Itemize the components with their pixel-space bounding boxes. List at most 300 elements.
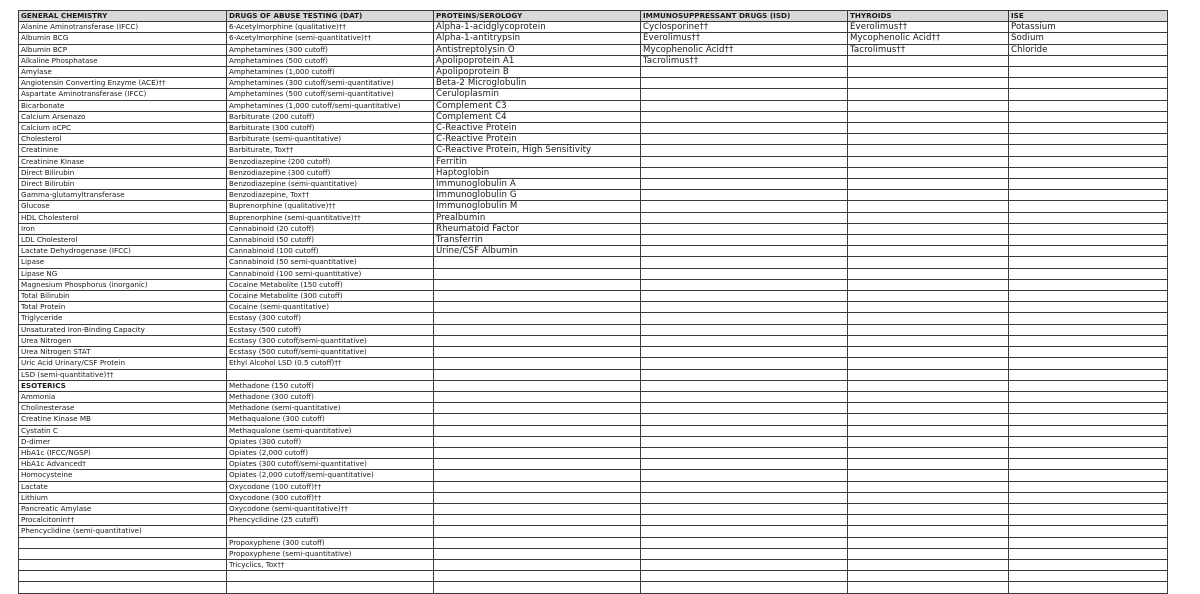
table-row <box>19 503 1168 514</box>
table-cell <box>848 347 1009 358</box>
table-cell <box>848 123 1009 134</box>
table-cell <box>434 459 641 470</box>
table-cell <box>848 100 1009 111</box>
table-cell <box>641 89 848 100</box>
table-row <box>19 403 1168 414</box>
table-cell: Amphetamines (300 cutoff) <box>227 44 434 55</box>
table-row <box>19 67 1168 78</box>
table-cell <box>848 515 1009 526</box>
table-cell <box>1009 559 1168 570</box>
table-cell: Chloride <box>1009 44 1168 55</box>
table-cell <box>848 313 1009 324</box>
table-cell: Barbiturate (300 cutoff) <box>227 123 434 134</box>
table-cell <box>434 559 641 570</box>
table-cell: Alkaline Phosphatase <box>19 55 227 66</box>
table-cell: Tacrolimus†† <box>848 44 1009 55</box>
table-cell: Creatinine Kinase <box>19 156 227 167</box>
table-cell: Lactate <box>19 481 227 492</box>
table-cell: Everolimus†† <box>641 33 848 44</box>
table-cell <box>848 302 1009 313</box>
table-cell <box>641 78 848 89</box>
table-cell: Cannabinoid (20 cutoff) <box>227 223 434 234</box>
table-cell <box>1009 537 1168 548</box>
table-cell <box>848 89 1009 100</box>
table-cell <box>1009 391 1168 402</box>
table-cell <box>641 492 848 503</box>
table-cell <box>1009 134 1168 145</box>
table-row <box>19 582 1168 593</box>
table-cell <box>1009 503 1168 514</box>
table-row <box>19 235 1168 246</box>
table-cell <box>434 358 641 369</box>
table-cell: Lipase NG <box>19 268 227 279</box>
table-row <box>19 100 1168 111</box>
table-row <box>19 414 1168 425</box>
table-cell <box>848 212 1009 223</box>
table-row <box>19 358 1168 369</box>
table-cell <box>434 526 641 537</box>
table-cell: Ecstasy (500 cutoff/semi-quantitative) <box>227 347 434 358</box>
table-cell <box>641 559 848 570</box>
table-row <box>19 526 1168 537</box>
table-cell: Antistreptolysin O <box>434 44 641 55</box>
table-cell <box>1009 347 1168 358</box>
table-row <box>19 190 1168 201</box>
table-cell <box>848 145 1009 156</box>
table-cell: Methadone (300 cutoff) <box>227 391 434 402</box>
table-cell <box>848 369 1009 380</box>
table-cell: Cocaine (semi-quantitative) <box>227 302 434 313</box>
table-cell: Alanine Aminotransferase (IFCC) <box>19 22 227 33</box>
table-cell: HbA1c (IFCC/NGSP) <box>19 447 227 458</box>
table-cell: Cyclosporine†† <box>641 22 848 33</box>
table-cell <box>1009 100 1168 111</box>
table-row <box>19 347 1168 358</box>
table-cell: Rheumatoid Factor <box>434 223 641 234</box>
table-cell <box>1009 358 1168 369</box>
table-cell <box>641 548 848 559</box>
table-cell <box>434 503 641 514</box>
table-cell: Everolimus†† <box>848 22 1009 33</box>
table-cell <box>848 324 1009 335</box>
table-cell <box>641 324 848 335</box>
table-cell: Urine/CSF Albumin <box>434 246 641 257</box>
table-row <box>19 436 1168 447</box>
table-cell: Oxycodone (semi-quantitative)†† <box>227 503 434 514</box>
table-cell <box>641 179 848 190</box>
table-cell <box>848 380 1009 391</box>
table-cell: Homocysteine <box>19 470 227 481</box>
table-cell: HDL Cholesterol <box>19 212 227 223</box>
table-cell <box>434 391 641 402</box>
table-cell: Propoxyphene (300 cutoff) <box>227 537 434 548</box>
table-cell: Cannabinoid (100 cutoff) <box>227 246 434 257</box>
table-cell: LSD (semi-quantitative)†† <box>19 369 227 380</box>
table-cell: Cocaine Metabolite (300 cutoff) <box>227 291 434 302</box>
table-cell <box>641 279 848 290</box>
table-cell <box>434 548 641 559</box>
table-cell <box>1009 111 1168 122</box>
table-cell <box>848 470 1009 481</box>
table-cell: Alpha-1-antitrypsin <box>434 33 641 44</box>
table-cell: Haptoglobin <box>434 167 641 178</box>
table-cell: Amphetamines (1,000 cutoff/semi-quantitative) <box>227 100 434 111</box>
table-row <box>19 257 1168 268</box>
table-cell <box>434 515 641 526</box>
table-cell: Pancreatic Amylase <box>19 503 227 514</box>
table-row <box>19 559 1168 570</box>
table-cell <box>848 335 1009 346</box>
table-cell <box>1009 403 1168 414</box>
table-row <box>19 313 1168 324</box>
table-cell: Total Protein <box>19 302 227 313</box>
table-cell <box>1009 89 1168 100</box>
table-cell <box>1009 156 1168 167</box>
table-cell: Uric Acid Urinary/CSF Protein <box>19 358 227 369</box>
table-row <box>19 481 1168 492</box>
table-cell: 6-Acetylmorphine (qualitative)†† <box>227 22 434 33</box>
table-cell: Alpha-1-acidglycoprotein <box>434 22 641 33</box>
table-cell <box>848 425 1009 436</box>
table-cell: Magnesium Phosphorus (inorganic) <box>19 279 227 290</box>
table-cell <box>848 358 1009 369</box>
table-cell <box>1009 313 1168 324</box>
table-cell <box>641 503 848 514</box>
table-cell <box>848 55 1009 66</box>
table-cell <box>1009 481 1168 492</box>
table-cell: Unsaturated Iron-Binding Capacity <box>19 324 227 335</box>
table-cell: Cannabinoid (50 cutoff) <box>227 235 434 246</box>
table-row <box>19 22 1168 33</box>
table-cell: Glucose <box>19 201 227 212</box>
table-cell: Total Bilirubin <box>19 291 227 302</box>
table-row <box>19 33 1168 44</box>
table-cell: ESOTERICS <box>19 380 227 391</box>
table-cell <box>1009 257 1168 268</box>
table-cell <box>1009 470 1168 481</box>
table-row <box>19 391 1168 402</box>
table-cell <box>641 235 848 246</box>
table-row <box>19 212 1168 223</box>
table-cell <box>848 179 1009 190</box>
table-row <box>19 302 1168 313</box>
table-cell <box>641 414 848 425</box>
table-row <box>19 380 1168 391</box>
table-cell <box>848 190 1009 201</box>
table-cell <box>641 403 848 414</box>
table-cell <box>641 526 848 537</box>
table-cell: Ecstasy (300 cutoff/semi-quantitative) <box>227 335 434 346</box>
table-row <box>19 324 1168 335</box>
table-cell: Propoxyphene (semi-quantitative) <box>227 548 434 559</box>
table-cell <box>848 537 1009 548</box>
table-cell <box>641 481 848 492</box>
table-cell: Calcium oCPC <box>19 123 227 134</box>
table-cell: Methadone (150 cutoff) <box>227 380 434 391</box>
column-header: PROTEINS/SEROLOGY <box>434 11 641 22</box>
table-cell <box>1009 324 1168 335</box>
table-cell <box>434 257 641 268</box>
table-cell: Tacrolimus†† <box>641 55 848 66</box>
table-cell <box>641 123 848 134</box>
table-cell <box>1009 246 1168 257</box>
table-cell <box>227 582 434 593</box>
table-row <box>19 447 1168 458</box>
table-cell <box>848 436 1009 447</box>
table-cell <box>848 571 1009 582</box>
table-cell <box>1009 123 1168 134</box>
table-cell <box>848 257 1009 268</box>
table-row <box>19 470 1168 481</box>
table-row <box>19 268 1168 279</box>
assay-menu-table <box>18 10 1168 594</box>
table-cell: Amylase <box>19 67 227 78</box>
table-cell <box>641 302 848 313</box>
table-cell <box>434 380 641 391</box>
table-cell: C-Reactive Protein <box>434 134 641 145</box>
table-cell: HbA1c Advanced† <box>19 459 227 470</box>
table-cell <box>227 369 434 380</box>
column-header: ISE <box>1009 11 1168 22</box>
table-cell: Direct Bilirubin <box>19 179 227 190</box>
table-cell <box>1009 145 1168 156</box>
table-cell: Mycophenolic Acid†† <box>848 33 1009 44</box>
table-cell: Albumin BCP <box>19 44 227 55</box>
table-cell <box>848 246 1009 257</box>
table-cell <box>227 571 434 582</box>
table-cell <box>434 436 641 447</box>
column-header: THYROIDS <box>848 11 1009 22</box>
table-cell <box>848 492 1009 503</box>
table-cell <box>641 145 848 156</box>
table-cell <box>641 380 848 391</box>
table-cell <box>641 134 848 145</box>
table-cell <box>848 414 1009 425</box>
table-cell <box>641 212 848 223</box>
table-cell <box>848 447 1009 458</box>
table-cell <box>848 403 1009 414</box>
table-cell: Barbiturate (semi-quantitative) <box>227 134 434 145</box>
table-cell: Benzodiazepine (200 cutoff) <box>227 156 434 167</box>
table-cell <box>1009 212 1168 223</box>
table-cell: Albumin BCG <box>19 33 227 44</box>
table-cell <box>641 156 848 167</box>
table-cell <box>848 391 1009 402</box>
table-cell <box>641 335 848 346</box>
table-cell: Calcium Arsenazo <box>19 111 227 122</box>
table-cell <box>1009 447 1168 458</box>
table-row <box>19 201 1168 212</box>
table-row <box>19 425 1168 436</box>
column-header: DRUGS OF ABUSE TESTING (DAT) <box>227 11 434 22</box>
table-cell: Iron <box>19 223 227 234</box>
table-row <box>19 492 1168 503</box>
table-cell <box>641 391 848 402</box>
table-cell <box>434 414 641 425</box>
table-row <box>19 291 1168 302</box>
table-cell: C-Reactive Protein <box>434 123 641 134</box>
table-cell <box>1009 459 1168 470</box>
table-cell: Amphetamines (1,000 cutoff) <box>227 67 434 78</box>
table-cell <box>848 167 1009 178</box>
table-cell <box>641 167 848 178</box>
table-cell: Ecstasy (300 cutoff) <box>227 313 434 324</box>
table-cell: Ethyl Alcohol LSD (0.5 cutoff)†† <box>227 358 434 369</box>
table-cell: Ecstasy (500 cutoff) <box>227 324 434 335</box>
table-row <box>19 515 1168 526</box>
table-cell <box>1009 190 1168 201</box>
table-cell <box>434 492 641 503</box>
table-cell <box>1009 235 1168 246</box>
table-cell <box>641 313 848 324</box>
table-cell <box>434 447 641 458</box>
table-cell <box>1009 302 1168 313</box>
table-cell: Cannabinoid (100 semi-quantitative) <box>227 268 434 279</box>
table-row <box>19 179 1168 190</box>
table-cell <box>434 279 641 290</box>
table-cell: Amphetamines (500 cutoff) <box>227 55 434 66</box>
table-cell <box>1009 67 1168 78</box>
table-cell <box>641 268 848 279</box>
table-cell <box>848 526 1009 537</box>
table-cell <box>434 268 641 279</box>
table-cell <box>848 503 1009 514</box>
table-row <box>19 123 1168 134</box>
table-cell: Methadone (semi-quantitative) <box>227 403 434 414</box>
table-cell: Oxycodone (300 cutoff)†† <box>227 492 434 503</box>
table-cell <box>1009 492 1168 503</box>
table-cell <box>434 313 641 324</box>
table-cell <box>1009 436 1168 447</box>
table-cell <box>1009 167 1168 178</box>
table-cell: Mycophenolic Acid†† <box>641 44 848 55</box>
table-row <box>19 246 1168 257</box>
table-cell: Direct Bilirubin <box>19 167 227 178</box>
table-cell: Phencyclidine (25 cutoff) <box>227 515 434 526</box>
table-cell <box>641 111 848 122</box>
table-cell: Immunoglobulin M <box>434 201 641 212</box>
table-cell: Apolipoprotein B <box>434 67 641 78</box>
table-cell <box>434 347 641 358</box>
table-cell: Amphetamines (300 cutoff/semi-quantitative) <box>227 78 434 89</box>
table-cell: Lactate Dehydrogenase (IFCC) <box>19 246 227 257</box>
table-cell <box>19 548 227 559</box>
table-cell <box>848 111 1009 122</box>
table-row <box>19 167 1168 178</box>
table-cell: Buprenorphine (semi-quantitative)†† <box>227 212 434 223</box>
table-cell <box>641 246 848 257</box>
table-cell <box>848 78 1009 89</box>
table-cell <box>641 425 848 436</box>
table-cell: Ammonia <box>19 391 227 402</box>
table-cell <box>641 190 848 201</box>
table-cell <box>848 268 1009 279</box>
table-cell: Urea Nitrogen STAT <box>19 347 227 358</box>
table-cell: Ferritin <box>434 156 641 167</box>
table-row <box>19 134 1168 145</box>
table-cell: Benzodiazepine, Tox†† <box>227 190 434 201</box>
table-cell: Cholesterol <box>19 134 227 145</box>
table-cell: Oxycodone (100 cutoff)†† <box>227 481 434 492</box>
table-cell: Benzodiazepine (semi-quantitative) <box>227 179 434 190</box>
table-cell <box>434 369 641 380</box>
table-row <box>19 156 1168 167</box>
table-cell <box>1009 335 1168 346</box>
table-row <box>19 335 1168 346</box>
table-cell <box>434 302 641 313</box>
table-cell <box>1009 179 1168 190</box>
table-cell: Amphetamines (500 cutoff/semi-quantitative) <box>227 89 434 100</box>
table-cell: Opiates (2,000 cutoff/semi-quantitative) <box>227 470 434 481</box>
table-cell: Aspartate Aminotransferase (IFCC) <box>19 89 227 100</box>
table-cell <box>19 582 227 593</box>
table-cell <box>1009 515 1168 526</box>
table-cell: Angiotensin Converting Enzyme (ACE)†† <box>19 78 227 89</box>
table-cell <box>1009 291 1168 302</box>
table-cell: Cannabinoid (50 semi-quantitative) <box>227 257 434 268</box>
table-cell: Triglyceride <box>19 313 227 324</box>
table-cell: Complement C4 <box>434 111 641 122</box>
table-cell <box>848 548 1009 559</box>
header-row <box>19 11 1168 22</box>
table-cell: LDL Cholesterol <box>19 235 227 246</box>
table-cell <box>19 559 227 570</box>
table-cell: Opiates (2,000 cutoff) <box>227 447 434 458</box>
table-cell: Buprenorphine (qualitative)†† <box>227 201 434 212</box>
table-cell <box>641 257 848 268</box>
table-cell: Cystatin C <box>19 425 227 436</box>
table-cell <box>1009 582 1168 593</box>
table-cell: C-Reactive Protein, High Sensitivity <box>434 145 641 156</box>
table-row <box>19 89 1168 100</box>
table-cell <box>848 559 1009 570</box>
table-cell: Procalcitonin†† <box>19 515 227 526</box>
table-cell: Methaqualone (300 cutoff) <box>227 414 434 425</box>
table-cell: Ceruloplasmin <box>434 89 641 100</box>
table-row <box>19 78 1168 89</box>
table-cell <box>848 223 1009 234</box>
table-cell: Urea Nitrogen <box>19 335 227 346</box>
table-cell <box>1009 414 1168 425</box>
table-cell <box>434 537 641 548</box>
table-row <box>19 571 1168 582</box>
table-cell: Barbiturate, Tox†† <box>227 145 434 156</box>
table-cell <box>1009 526 1168 537</box>
table-cell <box>641 515 848 526</box>
table-cell: Creatine Kinase MB <box>19 414 227 425</box>
table-cell: Opiates (300 cutoff/semi-quantitative) <box>227 459 434 470</box>
table-cell: Complement C3 <box>434 100 641 111</box>
table-cell: Gamma-glutamyltransferase <box>19 190 227 201</box>
table-row <box>19 223 1168 234</box>
table-cell <box>848 279 1009 290</box>
table-cell <box>434 291 641 302</box>
table-cell: Lithium <box>19 492 227 503</box>
table-cell: Tricyclics, Tox†† <box>227 559 434 570</box>
table-cell: Creatinine <box>19 145 227 156</box>
table-cell: Sodium <box>1009 33 1168 44</box>
table-row <box>19 111 1168 122</box>
table-cell <box>641 447 848 458</box>
table-cell <box>641 369 848 380</box>
table-cell: Cholinesterase <box>19 403 227 414</box>
table-cell <box>641 100 848 111</box>
table-cell <box>1009 223 1168 234</box>
table-cell <box>19 537 227 548</box>
table-cell <box>1009 279 1168 290</box>
table-cell <box>641 223 848 234</box>
table-cell: Transferrin <box>434 235 641 246</box>
